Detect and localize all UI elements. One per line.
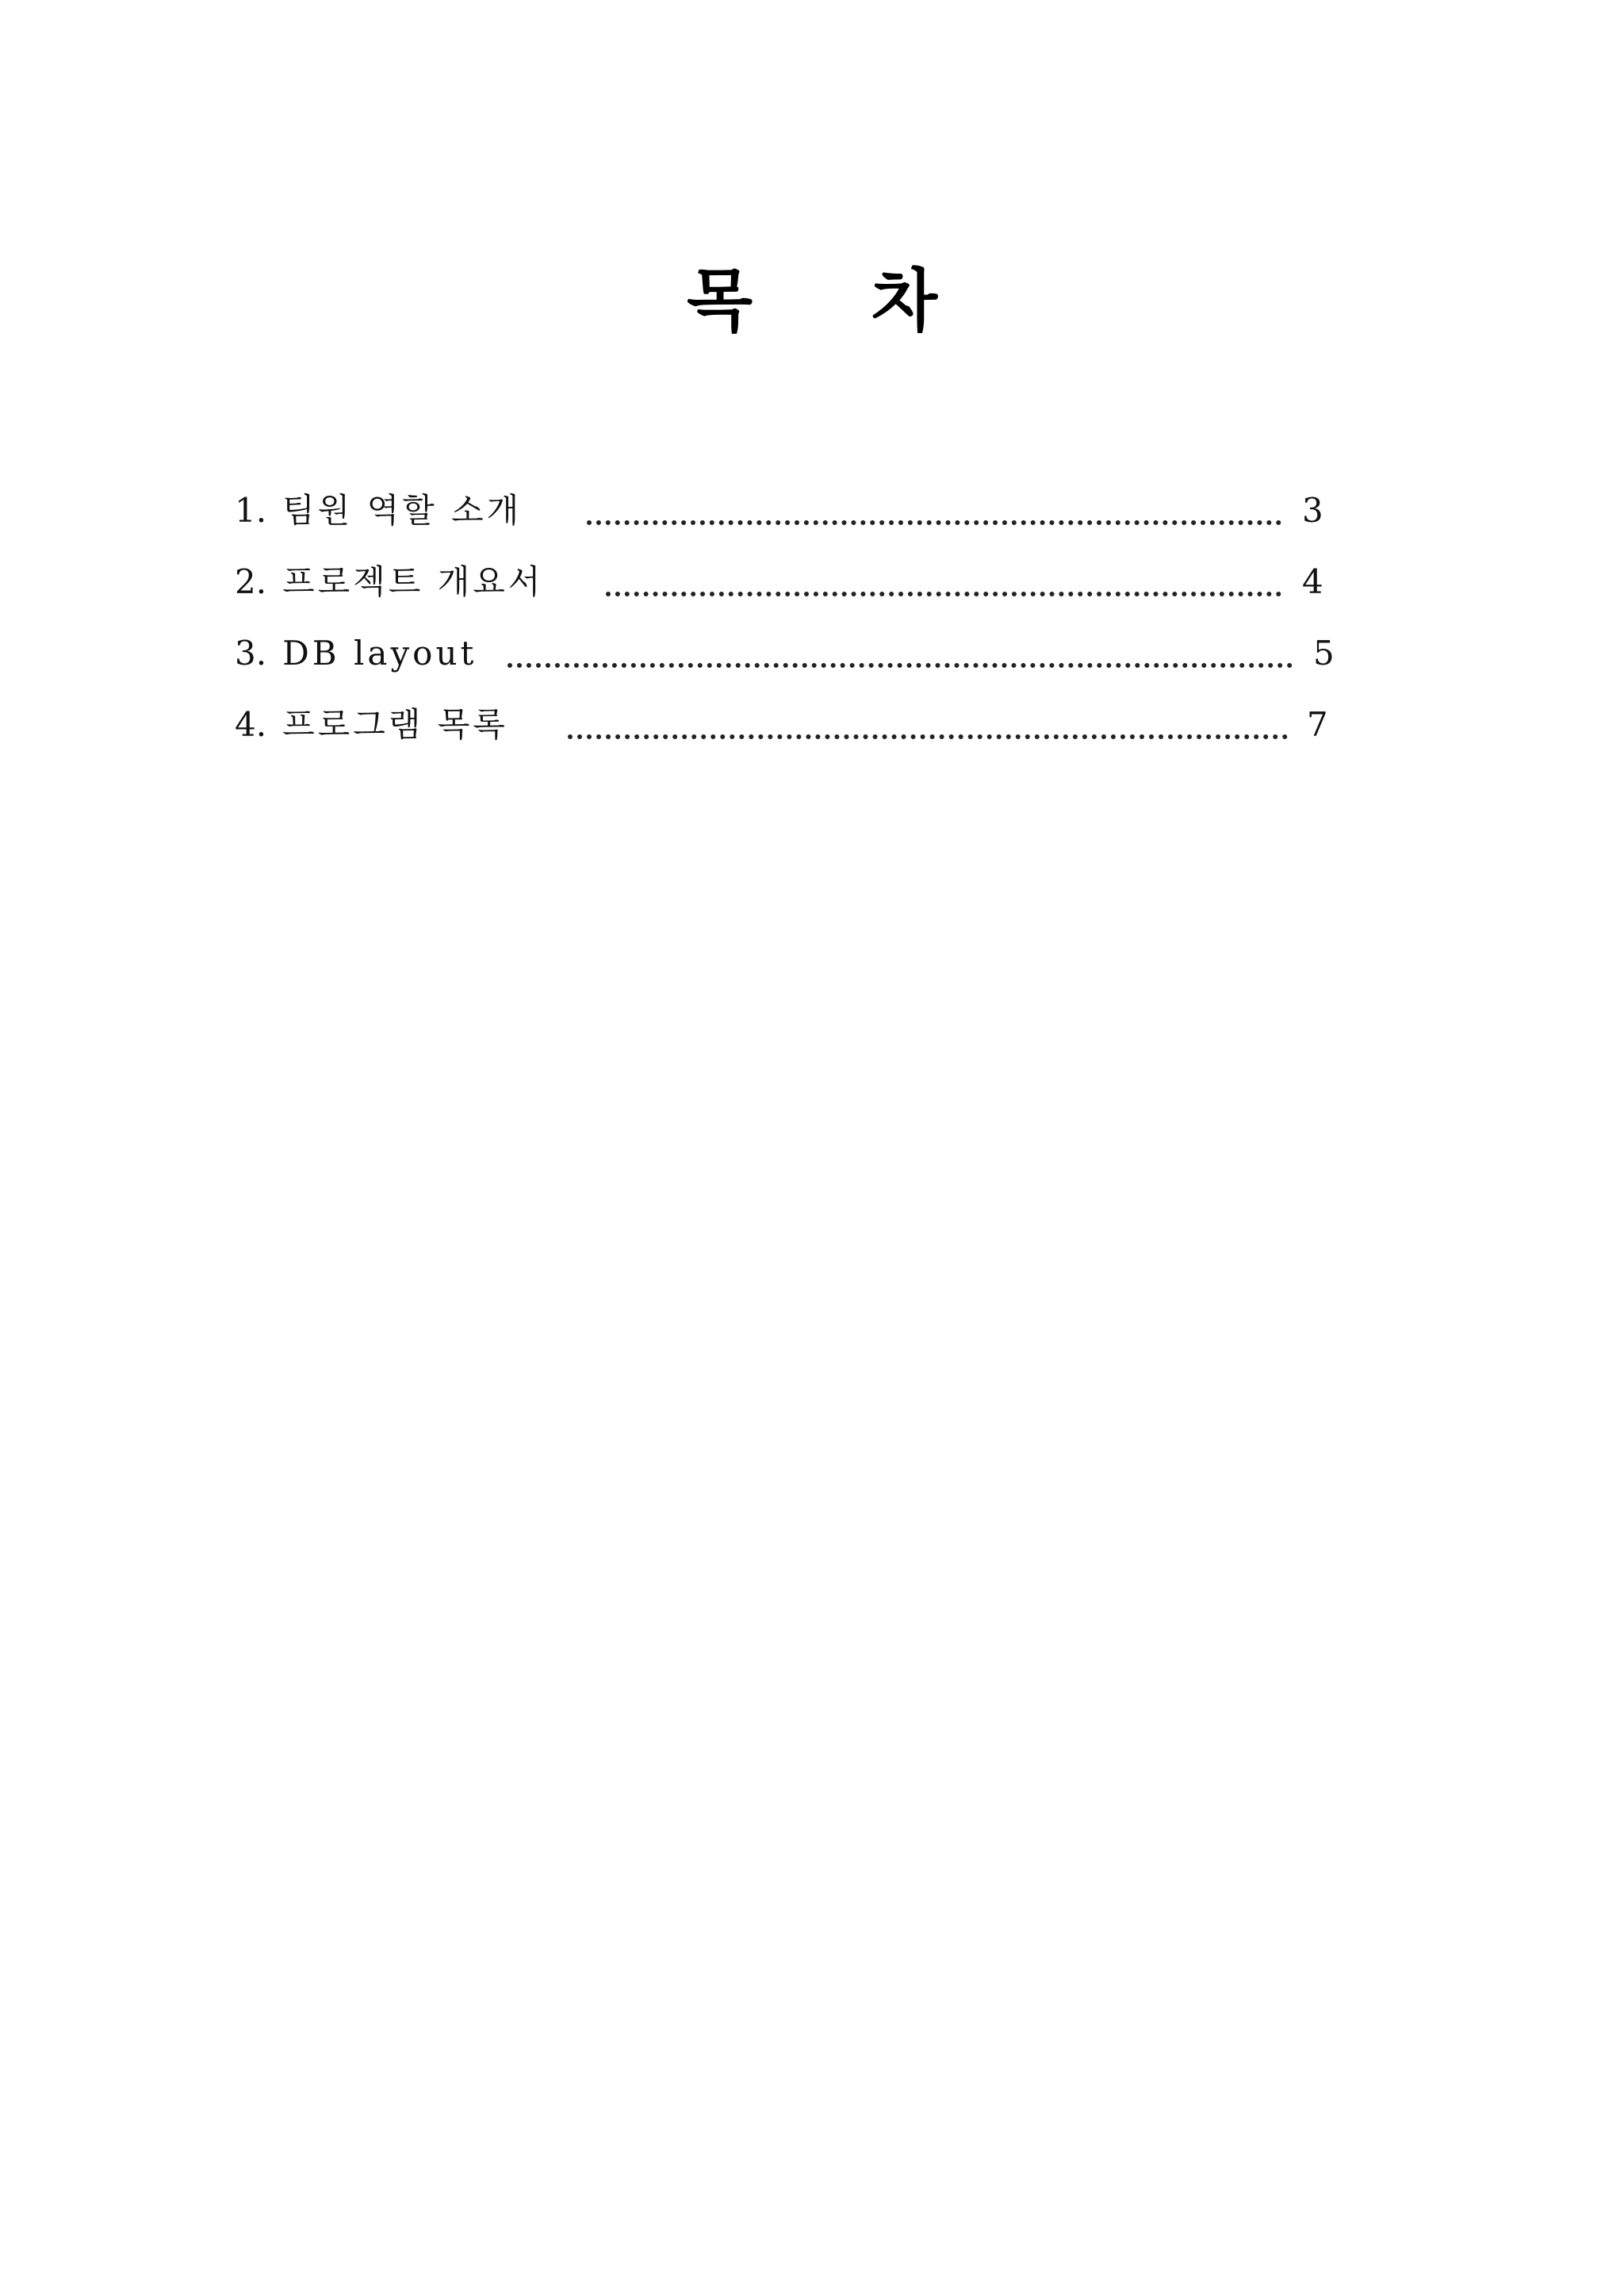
toc-entry-number: 4. [235,705,267,744]
toc-entry [235,558,1361,606]
dot-leader [508,660,1293,668]
toc-entry-number: 3. [235,634,267,673]
toc-entry-page-number: 5 [1313,634,1335,673]
toc-entry-page-number: 3 [1302,491,1323,530]
toc-title: 목 차 [686,262,986,341]
toc-entry [235,630,1361,677]
toc-entry-label: 프로젝트 개요서 [282,562,544,601]
dot-leader [606,588,1281,596]
toc-entry-number: 2. [235,562,267,601]
toc-entry-label: 팀원 역할 소개 [282,491,523,530]
toc-entry-label: 프로그램 목록 [282,705,508,744]
toc-entry-page-number: 4 [1302,562,1323,601]
toc-entry [235,701,1361,749]
toc-entry-label: DB layout [282,634,477,673]
toc-entry-number: 1. [235,491,267,530]
toc-entry [235,487,1361,535]
dot-leader [568,731,1288,739]
toc-entry-page-number: 7 [1307,705,1328,744]
dot-leader [587,517,1281,525]
